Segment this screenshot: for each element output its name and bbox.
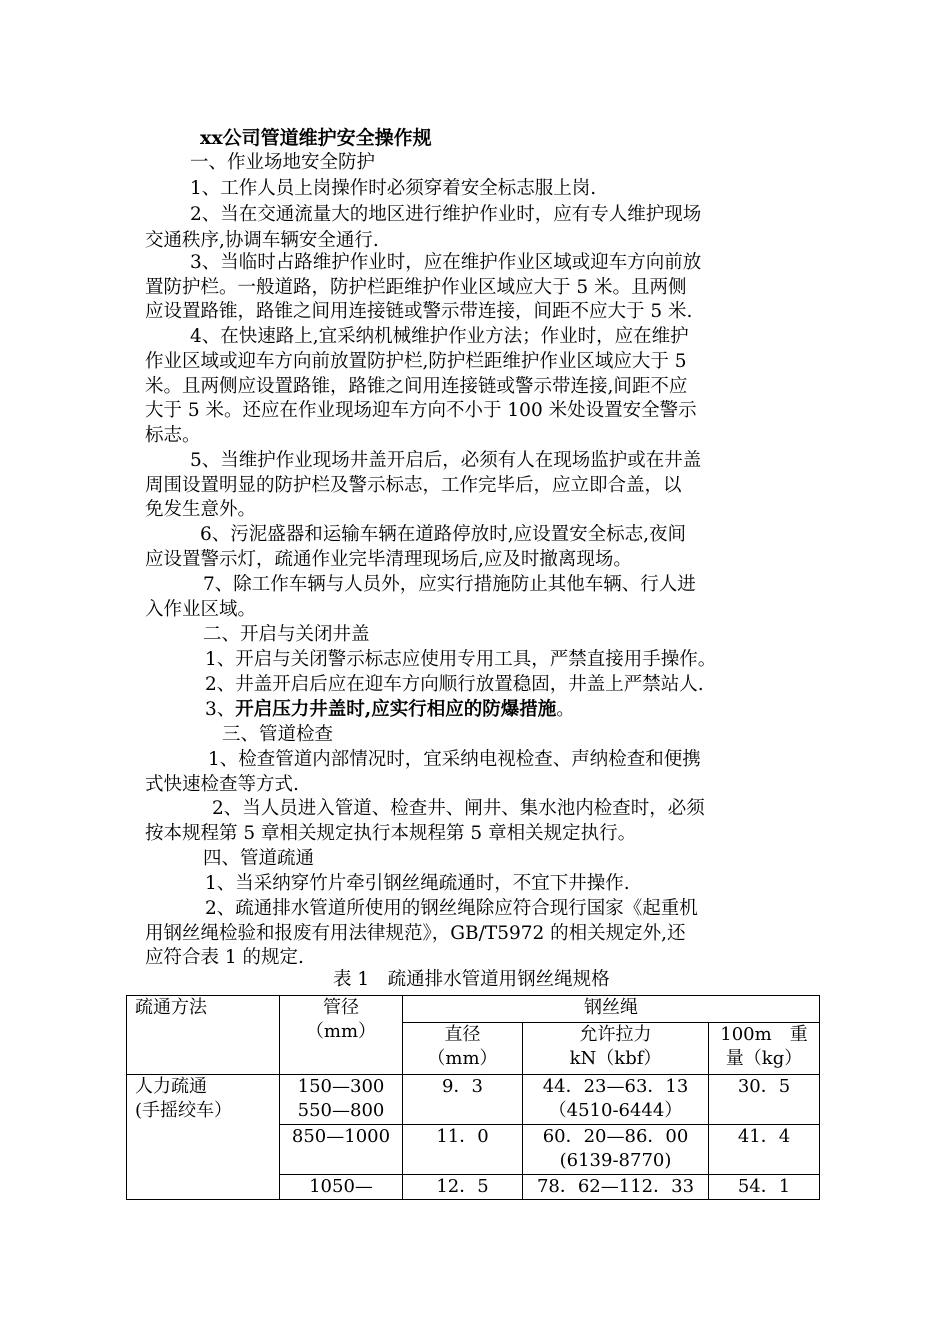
method-sublabel: (手摇绞车） bbox=[135, 1100, 233, 1121]
item-number: 3、 bbox=[205, 699, 236, 720]
pipe-cell: 1050— bbox=[280, 1175, 403, 1200]
paragraph-line: 置防护栏。一般道路，防护栏距维护作业区域应大于 5 米。且两侧 bbox=[145, 277, 687, 298]
header-diameter-label: 直径 bbox=[444, 1024, 481, 1045]
method-label: 人力疏通 bbox=[135, 1076, 207, 1097]
header-pipe bbox=[280, 996, 403, 1075]
header-weight bbox=[709, 1023, 820, 1075]
paragraph-line: 作业区域或迎车方向前放置防护栏,防护栏距维护作业区域应大于 5 bbox=[145, 351, 687, 372]
diameter-cell: 9．3 bbox=[403, 1075, 523, 1125]
diameter-cell: 12．5 bbox=[403, 1175, 523, 1200]
tension-value: 60．20—86．00 bbox=[542, 1126, 689, 1147]
header-weight-line-1: 100m 重 bbox=[720, 1024, 808, 1045]
paragraph-line: 2、疏通排水管道所使用的钢丝绳除应符合现行国家《起重机 bbox=[205, 898, 698, 919]
section-heading-4: 四、管道疏通 bbox=[203, 848, 315, 869]
paragraph-line: 1、当采纳穿竹片牵引钢丝绳疏通时，不宜下井操作. bbox=[205, 873, 630, 894]
tension-value-kbf: （4510-6444） bbox=[548, 1100, 683, 1121]
paragraph-line: 5、当维护作业现场井盖开启后，必须有人在现场监护或在井盖 bbox=[190, 450, 702, 471]
table-header-row bbox=[127, 996, 820, 1023]
pipe-value: 550—800 bbox=[297, 1100, 385, 1121]
paragraph-line: 2、井盖开启后应在迎车方向顺行放置稳固，井盖上严禁站人. bbox=[205, 674, 704, 695]
bold-phrase-suffix: 。 bbox=[556, 699, 575, 720]
section-heading-2: 二、开启与关闭井盖 bbox=[203, 624, 370, 645]
paragraph-line: 免发生意外。 bbox=[145, 499, 257, 520]
paragraph-line: 1、开启与关闭警示标志应使用专用工具，严禁直接用手操作。 bbox=[205, 649, 717, 670]
paragraph-line: 6、污泥盛器和运输车辆在道路停放时,应设置安全标志,夜间 bbox=[200, 524, 687, 545]
document-title: xx公司管道维护安全操作规 bbox=[200, 127, 432, 149]
header-diameter-unit: （mm） bbox=[427, 1048, 498, 1069]
paragraph-line: 周围设置明显的防护栏及警示标志，工作完毕后，应立即合盖，以 bbox=[145, 475, 682, 496]
weight-cell: 54．1 bbox=[709, 1175, 820, 1200]
paragraph-line: 应设置路锥，路锥之间用连接链或警示带连接，间距不应大于 5 米. bbox=[145, 301, 693, 322]
header-rope-label: 钢丝绳 bbox=[584, 997, 638, 1018]
paragraph-line: 标志。 bbox=[145, 425, 201, 446]
paragraph-line: 交通秩序,协调车辆安全通行. bbox=[145, 230, 379, 251]
paragraph-line: 7、除工作车辆与人员外，应实行措施防止其他车辆、行人进 bbox=[203, 574, 696, 595]
header-weight-line-2: 量（kg） bbox=[725, 1048, 803, 1069]
pipe-value: 150—300 bbox=[297, 1076, 385, 1097]
header-method-label: 疏通方法 bbox=[135, 997, 207, 1018]
paragraph-line: 按本规程第 5 章相关规定执行本规程第 5 章相关规定执行。 bbox=[145, 823, 637, 844]
table-row bbox=[127, 1075, 820, 1125]
paragraph-line: 用钢丝绳检验和报废有用法律规范》，GB/T5972 的相关规定外,还 bbox=[145, 923, 686, 944]
weight-cell: 30．5 bbox=[709, 1075, 820, 1125]
header-pipe-unit: （mm） bbox=[305, 1021, 377, 1042]
header-pipe-label: 管径 bbox=[323, 997, 359, 1018]
header-diameter bbox=[403, 1023, 523, 1075]
tension-cell bbox=[523, 1075, 709, 1125]
paragraph-line bbox=[205, 697, 575, 723]
paragraph-line: 米。且两侧应设置路锥，路锥之间用连接链或警示带连接,间距不应 bbox=[145, 376, 688, 397]
paragraph-line: 2、当在交通流量大的地区进行维护作业时，应有专人维护现场 bbox=[190, 204, 702, 225]
section-heading-1: 一、作业场地安全防护 bbox=[190, 152, 376, 173]
table-caption: 表 1 疏通排水管道用钢丝绳规格 bbox=[333, 969, 610, 990]
method-cell bbox=[127, 1075, 280, 1200]
tension-cell bbox=[523, 1125, 709, 1175]
paragraph-line: 入作业区域。 bbox=[145, 599, 257, 620]
bold-phrase: 开启压力井盖时,应实行相应的防爆措施 bbox=[235, 699, 557, 720]
paragraph-line: 4、在快速路上,宜采纳机械维护作业方法；作业时，应在维护 bbox=[190, 326, 689, 347]
wire-rope-spec-table bbox=[126, 995, 820, 1200]
paragraph-line: 2、当人员进入管道、检查井、闸井、集水池内检查时，必须 bbox=[212, 798, 705, 819]
paragraph-line: 1、检查管道内部情况时，宜采纳电视检查、声纳检查和便携 bbox=[208, 749, 701, 770]
paragraph-line: 3、当临时占路维护作业时，应在维护作业区域或迎车方向前放 bbox=[190, 252, 702, 273]
paragraph-line: 应符合表 1 的规定. bbox=[145, 947, 304, 968]
header-method bbox=[127, 996, 280, 1075]
paragraph-line: 大于 5 米。还应在作业现场迎车方向不小于 100 米处设置安全警示 bbox=[145, 400, 697, 421]
paragraph-line: 应设置警示灯，疏通作业完毕清理现场后,应及时撤离现场。 bbox=[145, 549, 632, 570]
header-tension bbox=[523, 1023, 709, 1075]
header-tension-label: 允许拉力 bbox=[579, 1024, 652, 1045]
pipe-cell bbox=[280, 1075, 403, 1125]
section-heading-3: 三、管道检查 bbox=[222, 724, 334, 745]
weight-cell: 41．4 bbox=[709, 1125, 820, 1175]
header-rope bbox=[403, 996, 820, 1023]
tension-value: 44．23—63．13 bbox=[542, 1076, 689, 1097]
paragraph-line: 式快速检查等方式. bbox=[145, 774, 299, 795]
pipe-cell: 850—1000 bbox=[280, 1125, 403, 1175]
tension-value-kbf: (6139-8770) bbox=[559, 1150, 672, 1171]
diameter-cell: 11．0 bbox=[403, 1125, 523, 1175]
paragraph-line: 1、工作人员上岗操作时必须穿着安全标志服上岗. bbox=[190, 178, 597, 199]
header-tension-unit: kN（kbf） bbox=[569, 1048, 662, 1069]
tension-cell: 78．62—112．33 bbox=[523, 1175, 709, 1200]
